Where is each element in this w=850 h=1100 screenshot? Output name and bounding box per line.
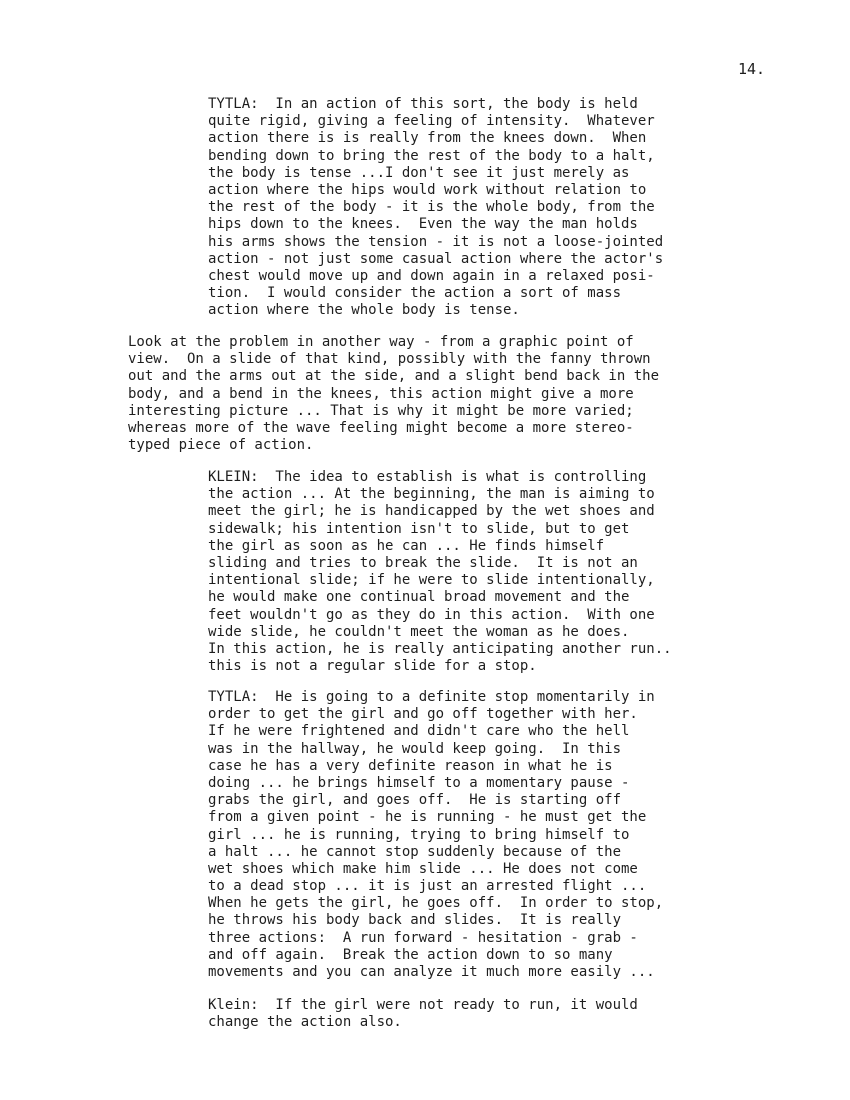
text-line: three actions: A run forward - hesitation - grab - bbox=[208, 929, 638, 946]
text-line: body, and a bend in the knees, this action might give a more bbox=[128, 385, 634, 402]
text-line: action - not just some casual action where the actor's bbox=[208, 250, 664, 267]
text-line: order to get the girl and go off together with her. bbox=[208, 706, 638, 723]
text-line: the body is tense ...I don't see it just merely as bbox=[208, 164, 630, 181]
text-line: to a dead stop ... it is just an arrested flight ... bbox=[208, 878, 647, 895]
text-line: meet the girl; he is handicapped by the wet shoes and bbox=[208, 503, 655, 520]
text-line: doing ... he brings himself to a momentary pause - bbox=[208, 774, 630, 791]
text-line: was in the hallway, he would keep going. In this bbox=[208, 740, 622, 757]
text-line: movements and you can analyze it much more easily ... bbox=[208, 964, 655, 980]
text-line: wet shoes which make him slide ... He does not come bbox=[208, 860, 638, 877]
text-line: action where the hips would work without relation to bbox=[208, 181, 647, 198]
text-line: girl ... he is running, trying to bring himself to bbox=[208, 826, 630, 843]
tytla-remark-1 bbox=[208, 96, 663, 319]
text-line: hips down to the knees. Even the way the man holds bbox=[208, 216, 638, 233]
text-line: out and the arms out at the side, and a slight bend back in the bbox=[128, 368, 660, 385]
narration-paragraph bbox=[128, 334, 659, 454]
text-line: In this action, he is really anticipating another run.. bbox=[208, 640, 672, 657]
text-line: change the action also. bbox=[208, 1014, 402, 1031]
text-line: he would make one continual broad movement and the bbox=[208, 589, 630, 606]
text-line: case he has a very definite reason in what he is bbox=[208, 757, 613, 774]
text-line: intentional slide; if he were to slide intentionally, bbox=[208, 572, 655, 589]
text-line: the girl as soon as he can ... He finds himself bbox=[208, 537, 605, 554]
text-line: a halt ... he cannot stop suddenly because of the bbox=[208, 843, 622, 860]
text-line: If he were frightened and didn't care who the hell bbox=[208, 723, 630, 740]
text-line: action where the whole body is tense. bbox=[208, 302, 520, 319]
text-line: TYTLA: He is going to a definite stop momentarily in bbox=[208, 689, 655, 705]
text-line: bending down to bring the rest of the body to a halt, bbox=[208, 147, 655, 164]
text-line: grabs the girl, and goes off. He is starting off bbox=[208, 792, 622, 809]
text-line: tion. I would consider the action a sort of mass bbox=[208, 285, 622, 302]
text-line: the rest of the body - it is the whole body, from the bbox=[208, 199, 655, 216]
text-line: from a given point - he is running - he must get the bbox=[208, 809, 647, 826]
text-line: action there is is really from the knees down. When bbox=[208, 130, 647, 147]
text-line: quite rigid, giving a feeling of intensity. Whatever bbox=[208, 113, 655, 130]
text-line: the action ... At the beginning, the man is aiming to bbox=[208, 486, 655, 503]
text-line: he throws his body back and slides. It is really bbox=[208, 912, 622, 929]
text-line: feet wouldn't go as they do in this action. With one bbox=[208, 606, 655, 623]
text-line: sidewalk; his intention isn't to slide, but to get bbox=[208, 520, 630, 537]
text-line: interesting picture ... That is why it might be more varied; bbox=[128, 402, 634, 419]
text-line: When he gets the girl, he goes off. In order to stop, bbox=[208, 895, 664, 912]
text-line: Look at the problem in another way - from a graphic point of bbox=[128, 334, 634, 350]
text-line: this is not a regular slide for a stop. bbox=[208, 658, 537, 675]
klein-remark-2 bbox=[208, 997, 638, 1031]
text-line: wide slide, he couldn't meet the woman as he does. bbox=[208, 623, 630, 640]
text-line: and off again. Break the action down to so many bbox=[208, 946, 613, 963]
text-line: KLEIN: The idea to establish is what is controlling bbox=[208, 469, 647, 485]
text-line: TYTLA: In an action of this sort, the body is held bbox=[208, 96, 638, 112]
text-line: view. On a slide of that kind, possibly with the fanny thrown bbox=[128, 351, 651, 368]
text-line: whereas more of the wave feeling might become a more stereo- bbox=[128, 419, 634, 436]
text-line: typed piece of action. bbox=[128, 437, 314, 454]
klein-remark-1 bbox=[208, 469, 672, 675]
page-number: 14. bbox=[738, 60, 766, 78]
text-line: his arms shows the tension - it is not a loose-jointed bbox=[208, 233, 664, 250]
text-line: chest would move up and down again in a relaxed posi- bbox=[208, 267, 655, 284]
text-line: sliding and tries to break the slide. It is not an bbox=[208, 554, 638, 571]
text-line: Klein: If the girl were not ready to run, it would bbox=[208, 997, 638, 1013]
tytla-remark-2 bbox=[208, 689, 663, 981]
